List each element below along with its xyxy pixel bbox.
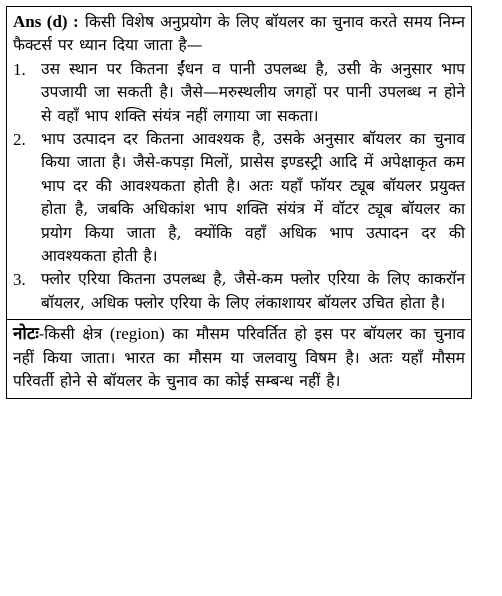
answer-intro-text: किसी विशेष अनुप्रयोग के लिए बॉयलर का चुनाव करते समय निम्न फैक्टर्स पर ध्यान दिया जाता है— <box>13 13 465 55</box>
answer-label: Ans (d) : <box>13 12 79 31</box>
point-number: 3. <box>13 270 26 290</box>
note-label: नोटः <box>13 324 39 344</box>
point-2 <box>13 128 465 268</box>
answer-section <box>7 7 471 319</box>
point-text: फ्लोर एरिया कितना उपलब्ध है, जैसे-कम फ्लोर एरिया के लिए काकरॉन बॉयलर, अधिक फ्लोर एरिया के लिए लंकाशायर बॉयलर उचित होता है। <box>41 270 465 312</box>
point-3 <box>13 268 465 315</box>
note-text-before: -किसी क्षेत्र <box>38 325 110 344</box>
answer-box <box>6 6 472 399</box>
note-region-term: (region) <box>109 324 165 344</box>
point-number: 2. <box>13 130 26 150</box>
note-text-after: का मौसम परिवर्तित हो इस पर बॉयलर का चुनाव नहीं किया जाता। भारत का मौसम या जलवायु विषम है। अतः यहाँ मौसम परिवर्ती होने से बॉयलर के चुनाव का कोई सम्बन्ध नहीं है। <box>13 325 465 391</box>
point-text: भाप उत्पादन दर कितना आवश्यक है, उसके अनुसार बॉयलर का चुनाव किया जाता है। जैसे-कपड़ा मिलों, प्रासेस इण्डस्ट्री आदि में अपेक्षाकृत कम भाप दर की आवश्यकता होती है। अतः यहाँ फॉयर ट्यूब बॉयलर प्रयुक्त होता है, जबकि अधिकांश भाप शक्ति संयंत्र में वॉटर ट्यूब बॉयलर का प्रयोग किया जाता है, क्योंकि वहाँ अधिक भाप उत्पादन दर की आवश्यकता होती है। <box>41 130 465 266</box>
answer-intro <box>13 10 465 58</box>
note-section <box>7 319 471 397</box>
point-1 <box>13 58 465 128</box>
point-number: 1. <box>13 59 26 79</box>
point-text: उस स्थान पर कितना ईंधन व पानी उपलब्ध है, उसी के अनुसार भाप उपजायी जा सकती है। जैसे—मरुस्थलीय जगहों पर पानी उपलब्ध न होने से वहाँ भाप शक्ति संयंत्र नहीं लगाया जा सकता। <box>41 59 465 125</box>
